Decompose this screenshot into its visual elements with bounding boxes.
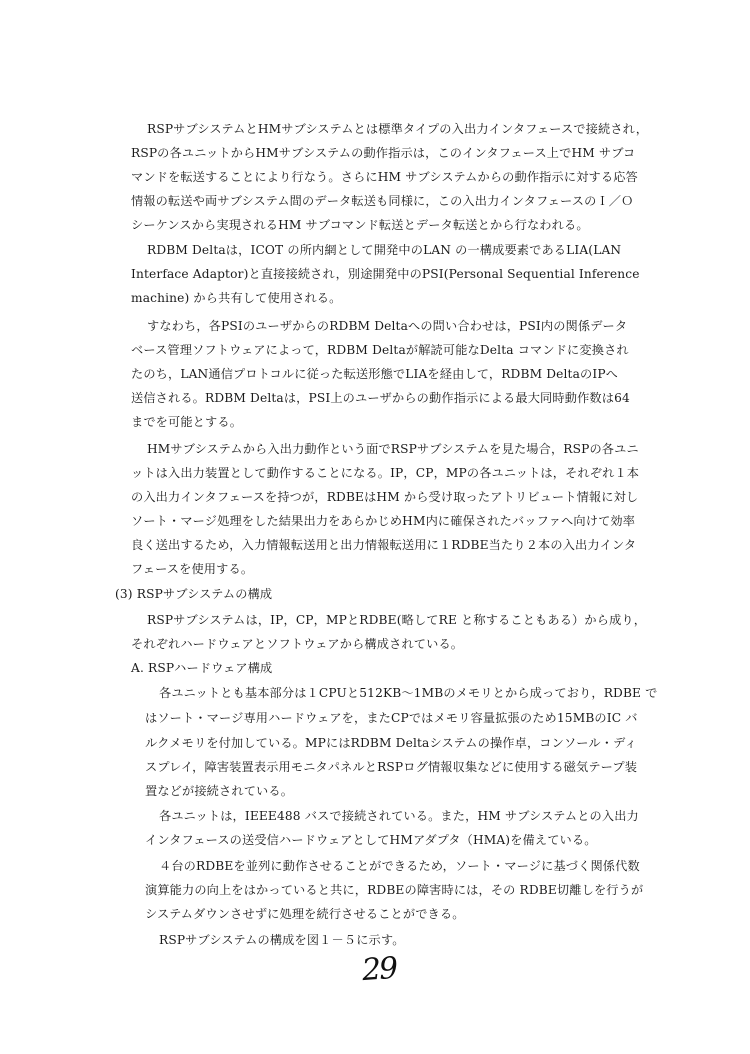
text-line: の入出力インタフェースを持つが，RDBEはHM から受け取ったアトリビュート情報に対し <box>131 490 639 504</box>
section-heading: (3) RSPサブシステムの構成 <box>115 587 273 601</box>
text-line: ４台のRDBEを並列に動作させることができるため，ソート・マージに基づく関係代数 <box>159 859 640 873</box>
text-line: 情報の転送や両サブシステム間のデータ転送も同様に，この入出力インタフェースのＩ／Ｏ <box>131 194 634 208</box>
text-line: ベース管理ソフトウェアによって，RDBM Deltaが解読可能なDelta コマンドに変換され <box>131 343 629 357</box>
text-line: シーケンスから実現されるHM サブコマンド転送とデータ転送とから行なわれる。 <box>131 218 589 232</box>
text-line: HMサブシステムから入出力動作という面でRSPサブシステムを見た場合，RSPの各ユニ <box>147 442 639 456</box>
text-line: RSPサブシステムとHMサブシステムとは標準タイプの入出力インタフェースで接続され， <box>147 122 649 136</box>
text-line: RDBM Deltaは，ICOT の所内網として開発中のLAN の一構成要素であるLIA(LAN <box>147 243 622 257</box>
text-line: すなわち，各PSIのユーザからのRDBM Deltaへの問い合わせは，PSI内の関係データ <box>147 319 628 333</box>
text-line: 送信される。RDBM Deltaは，PSI上のユーザからの動作指示による最大同時動作数は64 <box>131 391 630 405</box>
page-number: 29 <box>360 950 398 989</box>
text-line: 演算能力の向上をはかっていると共に，RDBEの障害時には，その RDBE切離しを行うが <box>145 883 644 897</box>
text-line: インタフェースの送受信ハードウェアとしてHMアダプタ（HMA)を備えている。 <box>145 833 597 847</box>
text-line: それぞれハードウェアとソフトウェアから構成されている。 <box>131 637 464 651</box>
text-line: ルクメモリを付加している。MPにはRDBM Deltaシステムの操作卓，コンソール・ディ <box>145 736 637 750</box>
text-line: マンドを転送することにより行なう。さらにHM サブシステムからの動作指示に対する応答 <box>131 170 638 184</box>
text-line: RSPサブシステムの構成を図１－５に示す。 <box>159 933 405 947</box>
text-line: machine) から共有して使用される。 <box>131 291 342 305</box>
subsection-heading: A. RSPハードウェア構成 <box>131 661 273 675</box>
text-line: はソート・マージ専用ハードウェアを，またCPではメモリ容量拡張のため15MBのIC バ <box>145 711 638 725</box>
text-line: Interface Adaptor)と直接接続され，別途開発中のPSI(Personal Sequential Inference <box>131 267 640 281</box>
text-line: 各ユニットは，IEEE488 バスで接続されている。また，HM サブシステムとの入出力 <box>159 809 639 823</box>
text-line: たのち，LAN通信プロトコルに従った転送形態でLIAを経由して，RDBM DeltaのIPへ <box>131 367 619 381</box>
text-line: 置などが接続されている。 <box>145 784 294 798</box>
text-line: スプレイ，障害装置表示用モニタパネルとRSPログ情報収集などに使用する磁気テープ装 <box>145 760 638 774</box>
text-line: 各ユニットとも基本部分は１CPUと512KB〜1MBのメモリとから成っており，RDBE で <box>159 686 658 700</box>
text-line: ソート・マージ処理をした結果出力をあらかじめHM内に確保されたバッファへ向けて効率 <box>131 514 636 528</box>
text-line: システムダウンさせずに処理を続行させることができる。 <box>145 907 465 921</box>
text-line: フェースを使用する。 <box>131 562 254 576</box>
text-line: 良く送出するため，入力情報転送用と出力情報転送用に１RDBE当たり２本の入出力インタ <box>131 538 637 552</box>
text-line: ットは入出力装置として動作することになる。IP，CP，MPの各ユニットは，それぞれ１本 <box>131 466 640 480</box>
text-line: RSPサブシステムは，IP，CP，MPとRDBE(略してRE と称することもある）から成り， <box>147 613 647 627</box>
text-line: までを可能とする。 <box>131 415 243 429</box>
text-line: RSPの各ユニットからHMサブシステムの動作指示は，このインタフェース上でHM サブコ <box>131 146 636 160</box>
